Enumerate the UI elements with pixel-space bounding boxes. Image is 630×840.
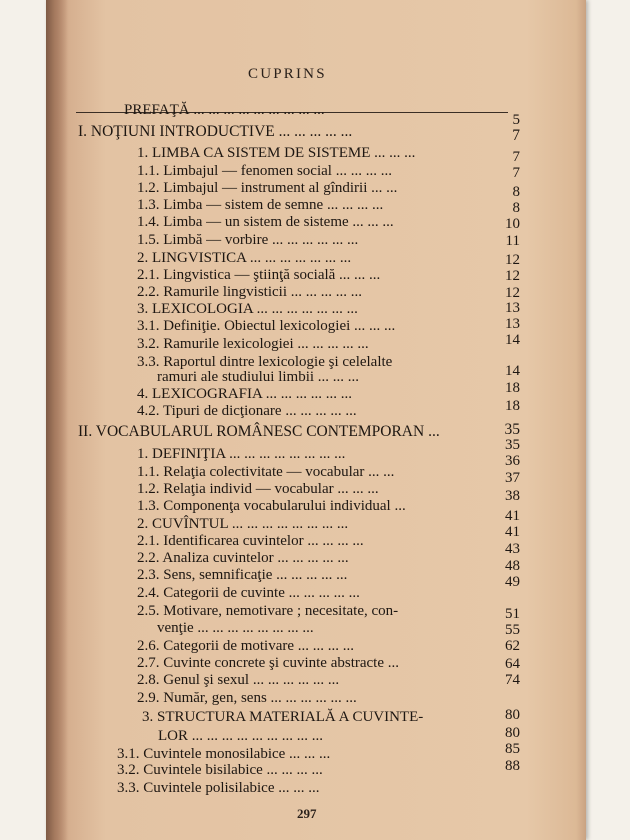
toc-entry-label: I. NOŢIUNI INTRODUCTIVE ... ... ... ... ... xyxy=(78,123,353,140)
toc-entry-label: II. VOCABULARUL ROMÂNESC CONTEMPORAN ... xyxy=(78,423,440,440)
toc-entry-label: 1.3. Limba — sistem de semne ... ... ... ... xyxy=(137,197,384,213)
toc-entry-label: 1.1. Limbajul — fenomen social ... ... ... ... xyxy=(137,163,392,179)
toc-entry-label: 2. CUVÎNTUL ... ... ... ... ... ... ... ... xyxy=(137,516,349,532)
toc-entry-page: 12 xyxy=(505,285,520,301)
toc-entry-label: 1.1. Relaţia colectivitate — vocabular ... ... xyxy=(137,464,395,480)
toc-entry-label: 4. LEXICOGRAFIA ... ... ... ... ... ... xyxy=(137,386,353,402)
toc-entry-page: 36 xyxy=(505,453,520,469)
toc-entry-label: 1.2. Relaţia individ — vocabular ... ... ... xyxy=(137,481,379,497)
toc-entry-page: 13 xyxy=(505,300,520,316)
toc-entry-label: 2.3. Sens, semnificaţie ... ... ... ... ... xyxy=(137,567,348,583)
page-title: CUPRINS xyxy=(248,66,327,82)
toc-entry-label: 3.3. Raportul dintre lexicologie şi celelalte xyxy=(137,354,393,370)
toc-entry-label: 2.1. Identificarea cuvintelor ... ... ... ... xyxy=(137,533,364,549)
toc-entry-page: 64 xyxy=(505,656,520,672)
toc-entry-label: 3. LEXICOLOGIA ... ... ... ... ... ... ... xyxy=(137,301,358,317)
toc-entry-label: 4.2. Tipuri de dicţionare ... ... ... ... ... xyxy=(137,403,357,419)
toc-entry-page: 8 xyxy=(512,200,520,216)
toc-entry-page: 11 xyxy=(505,233,520,249)
toc-entry-label: 3.3. Cuvintele polisilabice ... ... ... xyxy=(117,780,320,796)
toc-entry-label: PREFAŢĂ ... ... ... ... ... ... ... ... ... xyxy=(124,102,325,118)
toc-entry-label: 1.3. Componenţa vocabularului individual ... xyxy=(137,498,406,514)
toc-entry-page: 5 xyxy=(512,112,520,128)
toc-entry-label: 2.8. Genul şi sexul ... ... ... ... ... ... xyxy=(137,672,340,688)
toc-entry-page: 74 xyxy=(505,672,520,688)
toc-entry-page: 41 xyxy=(505,508,520,524)
toc-entry-page: 55 xyxy=(505,622,520,638)
toc-entry-label: LOR ... ... ... ... ... ... ... ... ... xyxy=(158,728,323,744)
toc-entry-label: 1. DEFINIŢIA ... ... ... ... ... ... ... ... xyxy=(137,446,346,462)
toc-entry-page: 35 xyxy=(504,421,520,438)
toc-entry-label: 2.2. Ramurile lingvisticii ... ... ... ... ... xyxy=(137,284,362,300)
toc-entry-label: 2.9. Număr, gen, sens ... ... ... ... ... ... xyxy=(137,690,357,706)
toc-entry-page: 80 xyxy=(505,725,520,741)
toc-entry-label: 1.5. Limbă — vorbire ... ... ... ... ... ... xyxy=(137,232,359,248)
page-number: 297 xyxy=(297,806,317,821)
toc-entry-page: 14 xyxy=(505,363,520,379)
toc-entry-label: 3.2. Cuvintele bisilabice ... ... ... ... xyxy=(117,762,323,778)
toc-entry-page: 38 xyxy=(505,488,520,504)
toc-entry-label: ramuri ale studiului limbii ... ... ... xyxy=(157,369,360,385)
toc-entry-page: 7 xyxy=(512,165,520,181)
toc-entry-label: 2.2. Analiza cuvintelor ... ... ... ... ... xyxy=(137,550,349,566)
toc-entry-page: 37 xyxy=(505,470,520,486)
toc-entry-label: 2.1. Lingvistica — ştiinţă socială ... ... ... xyxy=(137,267,381,283)
toc-entry-page: 7 xyxy=(512,127,520,144)
toc-entry-label: 1.4. Limba — un sistem de sisteme ... ... ... xyxy=(137,214,394,230)
toc-entry-page: 18 xyxy=(505,380,520,396)
page-gutter xyxy=(46,0,68,840)
toc-entry-label: 3.2. Ramurile lexicologiei ... ... ... ... ... xyxy=(137,336,369,352)
toc-entry-page: 43 xyxy=(505,541,520,557)
toc-entry-label: 2.5. Motivare, nemotivare ; necesitate, con- xyxy=(137,603,399,619)
toc-entry-page: 88 xyxy=(505,758,520,774)
toc-entry-label: 3.1. Cuvintele monosilabice ... ... ... xyxy=(117,746,331,762)
toc-entry-label: 3. STRUCTURA MATERIALĂ A CUVINTE- xyxy=(142,709,424,725)
toc-entry-label: 1.2. Limbajul — instrument al gîndirii ... ... xyxy=(137,180,398,196)
toc-entry-label: 2.7. Cuvinte concrete şi cuvinte abstracte ... xyxy=(137,655,399,671)
toc-entry-label: 3.1. Definiţie. Obiectul lexicologiei ... ... ... xyxy=(137,318,396,334)
toc-entry-page: 12 xyxy=(505,268,520,284)
toc-entry-page: 80 xyxy=(505,707,520,723)
toc-entry-label: venţie ... ... ... ... ... ... ... ... xyxy=(157,620,314,636)
toc-entry-page: 49 xyxy=(505,574,520,590)
toc-entry-page: 12 xyxy=(505,252,520,268)
toc-entry-page: 35 xyxy=(505,437,520,453)
toc-entry-label: 2.4. Categorii de cuvinte ... ... ... ... ... xyxy=(137,585,360,601)
toc-entry-page: 7 xyxy=(512,149,520,165)
toc-entry-page: 18 xyxy=(505,398,520,414)
toc-entry-page: 10 xyxy=(505,216,520,232)
toc-entry-page: 62 xyxy=(505,638,520,654)
toc-entry-page: 48 xyxy=(505,558,520,574)
toc-entry-label: 1. LIMBA CA SISTEM DE SISTEME ... ... ... xyxy=(137,145,416,161)
toc-entry-page: 41 xyxy=(505,524,520,540)
toc-entry-page: 51 xyxy=(505,606,520,622)
toc-entry-page: 85 xyxy=(505,741,520,757)
toc-entry-label: 2. LINGVISTICA ... ... ... ... ... ... ... xyxy=(137,250,352,266)
toc-entry-page: 14 xyxy=(505,332,520,348)
toc-entry-page: 8 xyxy=(512,184,520,200)
toc-entry-label: 2.6. Categorii de motivare ... ... ... ... xyxy=(137,638,355,654)
toc-entry-page: 13 xyxy=(505,316,520,332)
